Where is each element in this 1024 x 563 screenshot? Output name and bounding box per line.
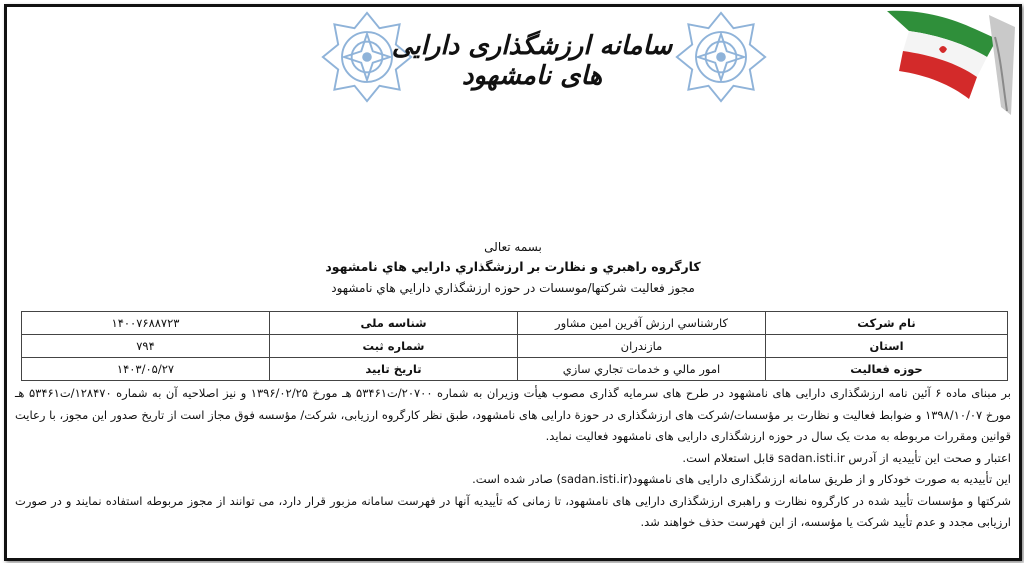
sadan-link[interactable]: sadan.isti.ir	[561, 472, 628, 486]
value-registration-number: ۷۹۴	[22, 335, 270, 358]
label-province: استان	[766, 335, 1008, 358]
body-text-segment: این تأییدیه به صورت خودکار و از طریق سامانه ارزشگذاری دارایی های نامشهود(	[627, 472, 1011, 486]
table-row	[22, 312, 1008, 335]
iran-flag-icon	[879, 7, 1019, 117]
sadan-link[interactable]: sadan.isti.ir	[777, 450, 845, 465]
body-text-segment: اعتبار و صحت این تأییدیه از آدرس	[844, 450, 1011, 465]
permit-heading: مجوز فعالیت شرکتها/موسسات در حوزه ارزشگذاري دارايي هاي نامشهود	[331, 281, 695, 295]
body-paragraph: بر مبنای ماده ۶ آئین نامه ارزشگذاری دارایی های نامشهود در طرح های سرمایه گذاری مصوب هیأت وزیران به شماره ۲۰۷۰۰/ت۵۳۴۶۱ هـ مورخ ۱۳۹۶/۰۲/۲۵ و نیز اصلاحیه آن به شماره ۱۲۸۴۷۰/ت۵۳۴۶۱ هـ مورخ ۱۳۹۸/۱۰/۰۷ و ضوابط فعالیت و نظارت بر مؤسسات/شرکت های ارزشگذاری در حوزة دارایی های نامشهود، طبق نظر کارگروه ارزیابی، شرکت/ مؤسسه فوق مجاز است از تاریخ صدور این مجوز، با رعایت قوانین ومقررات مربوطه به مدت یک سال در حوزه ارزشگذاری دارایی های نامشهود فعالیت نماید.	[15, 386, 1011, 443]
label-national-id: شناسه ملی	[270, 312, 518, 335]
value-province: مازندران	[518, 335, 766, 358]
label-registration-number: شماره ثبت	[270, 335, 518, 358]
table-row	[22, 335, 1008, 358]
bismillah-heading: بسمه تعالی	[484, 240, 542, 254]
label-activity-field: حوزه فعالیت	[766, 358, 1008, 381]
body-text-segment: قابل استعلام است.	[682, 450, 778, 465]
system-title: سامانه ارزشگذاری دارایی های نامشهود	[391, 31, 673, 91]
value-activity-field: امور مالي و خدمات تجاري سازي	[518, 358, 766, 381]
label-company-name: نام شرکت	[766, 312, 1008, 335]
body-paragraph	[15, 448, 1011, 470]
value-company-name: كارشناسي ارزش آفرين امين مشاور	[518, 312, 766, 335]
certificate-frame	[4, 4, 1022, 561]
company-info-table	[21, 311, 1008, 381]
body-text-segment: ) صادر شده است.	[472, 472, 561, 486]
floral-ornament-icon	[673, 9, 769, 105]
value-approval-date: ۱۴۰۳/۰۵/۲۷	[22, 358, 270, 381]
body-paragraph	[15, 469, 1011, 491]
label-approval-date: تاریخ تایید	[270, 358, 518, 381]
body-paragraph: شرکتها و مؤسسات تأیید شده در کارگروه نظارت و راهبری ارزشگذاری دارایی های نامشهود، تا زمانی که تأییدیه آنها در فهرست سامانه مزبور قرار دارد، می توانند از مجوز مربوطه استفاده نمایند و در صورت ارزیابی مجدد و عدم تأیید شرکت یا مؤسسه، از این فهرست حذف خواهند شد.	[15, 493, 1011, 529]
workgroup-heading: كارگروه راهبري و نظارت بر ارزشگذاري دارايي هاي نامشهود	[325, 259, 701, 274]
certificate-body	[15, 383, 1011, 534]
table-row	[22, 358, 1008, 381]
value-national-id: ۱۴۰۰۷۶۸۸۷۲۳	[22, 312, 270, 335]
